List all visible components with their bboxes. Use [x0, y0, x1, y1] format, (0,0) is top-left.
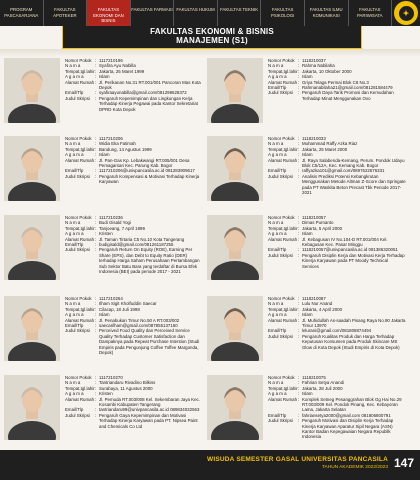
- field-value: Jakarta, 5 April 2000: [302, 225, 343, 231]
- field-value: Islam: [302, 74, 313, 80]
- field-value: Pengaruh Disiplin Kerja dan Motivasi Kerja Terhadap Kinerja Karyawan pada PT Moody Technical Services: [302, 252, 405, 269]
- nav-item[interactable]: FAKULTAS TEKNIK: [218, 0, 262, 26]
- field-separator: :: [298, 68, 300, 74]
- field-value: Jakarta, 4 April 2000: [302, 306, 343, 312]
- field-value: Syafira Ayu Nabilla: [99, 63, 136, 69]
- field-value: 1117210264: [99, 296, 123, 301]
- field-separator: :: [298, 79, 300, 85]
- field-separator: :: [95, 68, 97, 74]
- field-label: Nomor Pokok: [65, 136, 92, 141]
- field-value: tantriandaru99@univpancasila.ac.id 089834032563: [99, 407, 200, 413]
- field-label: A g a m a: [65, 74, 84, 80]
- field-label: Alamat Rumah: [65, 79, 95, 85]
- detail-row-alamat: [268, 397, 406, 413]
- field-separator: :: [95, 380, 97, 386]
- field-value: raffyazka101@gmail.com/0897622576331: [302, 168, 385, 174]
- field-label: Tempat,tgl.lahir: [268, 385, 298, 391]
- field-label: Judul Skripsi: [268, 252, 293, 258]
- field-value: fahriansetya2000@gmail.com 081806800791: [302, 412, 391, 418]
- graduate-photo: [207, 215, 263, 280]
- field-separator: :: [95, 225, 97, 231]
- field-separator: :: [95, 74, 97, 80]
- field-value: saecarilham@gmail.com/087855137160: [99, 323, 178, 329]
- field-value: Islam: [302, 391, 313, 397]
- field-label: Alamat Rumah: [268, 157, 298, 163]
- nav-item[interactable]: FAKULTAS FARMASI: [131, 0, 175, 26]
- field-value: 1118210057@univpancasila.ac.id 081386320051: [302, 247, 398, 253]
- nav-item[interactable]: FAKULTAS PARIWISATA: [349, 0, 393, 26]
- field-label: Nomor Pokok: [268, 136, 295, 141]
- detail-row-judul: [65, 247, 203, 274]
- field-separator: :: [95, 396, 97, 402]
- page-number: 147: [393, 456, 414, 470]
- field-label: Nomor Pokok: [65, 58, 92, 63]
- field-label: Alamat Rumah: [268, 236, 298, 242]
- field-label: N a m a: [268, 141, 284, 147]
- field-label: Tempat,tgl.lahir: [268, 306, 298, 312]
- field-value: 1118210087: [302, 296, 326, 301]
- field-label: A g a m a: [65, 312, 84, 318]
- field-value: Jl. Raya Salabenda-Kemang, Perum. Pondok Udayu Blok C5/12A, Kec. Kemang Kab. Bogor: [302, 157, 405, 169]
- field-label: A g a m a: [268, 391, 287, 397]
- nav-item[interactable]: PROGRAM PASCASARJANA: [0, 0, 44, 26]
- field-value: Tanjoeang, 7 April 1999: [99, 225, 145, 231]
- field-separator: :: [298, 391, 300, 397]
- field-label: N a m a: [268, 220, 284, 226]
- field-label: Alamat Rumah: [268, 396, 298, 402]
- detail-row-judul: [65, 174, 203, 185]
- field-value: lelurani@gmail.com/081808874494: [302, 328, 372, 334]
- field-value: Pengaruh Motivasi dan Disiplin Kerja Terhadap Kinerja Karyawan Aparatur Sipil Negara (ASN) Kantor Badan Kepegawaian Negara Republik Indonesia: [302, 418, 394, 440]
- field-label: Email/Tlp: [268, 85, 287, 91]
- footer-subtitle: TAHUN AKADEMIK 2022/2023: [321, 465, 388, 470]
- field-label: Nomor Pokok: [268, 215, 295, 220]
- field-value: Perceived Food Quality dan Perceived Service Quality Terhadap Customer Satisfaction dan Dampaknya pada Repeat Purchase Intention (Studi Empiris pada Pengunjung Coffee Toffee Margonda, Depok): [99, 328, 200, 356]
- field-label: Nomor Pokok: [268, 375, 295, 380]
- nav-item-active[interactable]: FAKULTAS EKONOMI DAN BISNIS: [87, 0, 131, 26]
- field-label: Tempat,tgl.lahir: [268, 225, 298, 231]
- field-value: Jl. Muhidullah As-saadah Pisang Raya No.90 Jakarta Timur 13970: [302, 317, 406, 329]
- field-value: Cilacap, 18 Juli 1998: [99, 306, 140, 312]
- field-separator: :: [298, 225, 300, 231]
- field-value: Kristen: [99, 231, 113, 237]
- field-value: Rahma Nabilaha: [302, 63, 335, 69]
- field-label: Judul Skripsi: [65, 173, 90, 179]
- field-value: Tantriandaru Rivadino Bilkiss: [99, 380, 156, 386]
- field-label: N a m a: [65, 63, 81, 69]
- detail-row-judul: [65, 96, 203, 112]
- field-label: Tempat,tgl.lahir: [65, 385, 95, 391]
- page-title: [62, 26, 362, 49]
- field-label: Tempat,tgl.lahir: [268, 68, 298, 74]
- field-separator: :: [95, 146, 97, 152]
- field-separator: :: [95, 236, 97, 242]
- field-value: Pengaruh Kepemimpinan dan Lingkungan Kerja Terhadap Kinerja Pegawai pada Kantor Sekretariat DPRD Kota Depok: [99, 95, 198, 112]
- graduate-details: [65, 136, 203, 185]
- field-separator: :: [298, 306, 300, 312]
- field-label: Tempat,tgl.lahir: [65, 146, 95, 152]
- graduate-details: [268, 375, 406, 440]
- field-label: A g a m a: [65, 391, 84, 397]
- field-value: Islam: [99, 74, 110, 80]
- field-value: 1117210196: [99, 58, 123, 63]
- field-label: A g a m a: [268, 312, 287, 318]
- nav-item[interactable]: FAKULTAS HUKUM: [174, 0, 218, 26]
- graduate-photo: [4, 215, 60, 280]
- detail-row-alamat: [65, 397, 203, 408]
- field-label: Email/Tlp: [268, 247, 287, 253]
- field-label: Judul Skripsi: [268, 90, 293, 96]
- field-label: Nomor Pokok: [65, 215, 92, 220]
- detail-row-alamat: [65, 158, 203, 169]
- field-value: Jl. Pan-Gas Kp. Lebakwangi RT.005/001 Desa Pemagarsari Kec. Parung Kab. Bogor: [99, 157, 190, 169]
- field-separator: :: [95, 317, 97, 323]
- field-value: Analisis Prediksi Potensi Kebangkrutan Menggunakan Metode Altman Z-Score dan Springate pada PT Waskita Beton Precast Tbk Periode 2017-2021: [302, 173, 406, 196]
- field-label: N a m a: [65, 301, 81, 307]
- field-label: Email/Tlp: [65, 323, 84, 329]
- title-line-2: MANAJEMEN (S1): [176, 35, 248, 45]
- field-label: Judul Skripsi: [65, 328, 90, 334]
- field-separator: :: [95, 301, 97, 307]
- field-value: Bandung, 14 Agustus 1999: [99, 146, 152, 152]
- field-separator: :: [95, 247, 97, 253]
- field-value: Ilham Sigit Kholfuddin Saecar: [99, 301, 157, 307]
- field-value: Islam: [99, 312, 110, 318]
- field-label: Email/Tlp: [65, 242, 84, 248]
- field-label: Tempat,tgl.lahir: [268, 146, 298, 152]
- field-separator: :: [95, 306, 97, 312]
- field-separator: :: [298, 385, 300, 391]
- nav-item[interactable]: FAKULTAS PSIKOLOGI: [261, 0, 305, 26]
- detail-row-alamat: [268, 318, 406, 329]
- field-separator: :: [298, 247, 300, 253]
- title-line-1: FAKULTAS EKONOMI & BISNIS: [150, 27, 274, 36]
- field-separator: :: [95, 152, 97, 158]
- field-separator: :: [298, 236, 300, 242]
- detail-row-alamat: [65, 80, 203, 91]
- graduate-details: [65, 215, 203, 274]
- field-label: Nomor Pokok: [268, 58, 295, 63]
- field-value: Islam: [302, 152, 313, 158]
- field-label: A g a m a: [268, 231, 287, 237]
- field-separator: :: [95, 173, 97, 179]
- graduate-details: [268, 58, 406, 101]
- field-separator: :: [298, 90, 300, 96]
- detail-row-judul: [268, 253, 406, 269]
- field-value: Jl. Taman Tirtaria C5 No.10 Kota Tangerang: [99, 236, 185, 242]
- field-label: Alamat Rumah: [65, 396, 95, 402]
- field-separator: :: [298, 317, 300, 323]
- faculty-nav: [0, 0, 420, 26]
- field-value: Rahmanabilaha21@gmail.com/081281584479: [302, 85, 393, 91]
- field-value: Jl. Pemuda RT.003/008 Kel. Sekembaran Jaya Kec. Kosambi Kabupaten Tangerang: [99, 396, 200, 408]
- field-separator: :: [298, 85, 300, 91]
- field-separator: :: [298, 141, 300, 147]
- field-value: Jakarta, 25 Maret 2000: [302, 146, 348, 152]
- field-separator: :: [298, 146, 300, 152]
- field-value: Kristen: [99, 391, 113, 397]
- graduate-details: [268, 136, 406, 195]
- field-value: Pengaruh Kompensasi & Motivasi Terhadap Kinerja Karyawan: [99, 173, 200, 185]
- detail-row-alamat: [268, 158, 406, 169]
- graduate-photo: [207, 136, 263, 201]
- field-value: Jakarta, 10 Oktober 2000: [302, 68, 352, 74]
- detail-row-judul: [268, 174, 406, 196]
- field-label: A g a m a: [65, 231, 84, 237]
- field-value: Fahrian Setya Anandi: [302, 380, 344, 386]
- field-separator: :: [298, 375, 300, 380]
- field-separator: :: [95, 136, 97, 141]
- field-label: Email/Tlp: [65, 407, 84, 413]
- field-value: Islam: [99, 152, 110, 158]
- graduate-details: [65, 296, 203, 355]
- field-label: N a m a: [268, 301, 284, 307]
- detail-row-judul: [65, 328, 203, 355]
- field-value: Widia Eka Fatimah: [99, 141, 136, 147]
- field-separator: :: [95, 141, 97, 147]
- field-label: Alamat Rumah: [268, 79, 298, 85]
- field-separator: :: [298, 252, 300, 258]
- field-label: Alamat Rumah: [268, 317, 298, 323]
- field-label: Tempat,tgl.lahir: [65, 225, 95, 231]
- field-label: Judul Skripsi: [65, 412, 90, 418]
- field-label: Tempat,tgl.lahir: [65, 68, 95, 74]
- field-value: Pengaruh Return On Equity (ROE), Earning Per Share (EPS), dan Debt to Equity Ratio (DER) terhadap Harga Saham Perusahaan Pertambangan Sub Sektor Batu Bara yang terdaftar di Bursa Efek Indonesia (BEI) pada periode 2017 - 2021: [99, 247, 200, 275]
- field-value: Islam: [302, 312, 313, 318]
- footer-title: WISUDA SEMESTER GASAL UNIVERSITAS PANCASILA: [207, 456, 388, 463]
- field-value: Pengaruh Kualitas Produk dan Harga Terhadap Keputusan Konsumen pada Produk Skincare MS Glow di Kota Depok (Studi Empiris di Kota Depok): [302, 333, 400, 350]
- field-separator: :: [298, 396, 300, 402]
- field-separator: :: [95, 58, 97, 63]
- graduate-photo: [4, 136, 60, 201]
- field-separator: :: [95, 391, 97, 397]
- graduate-photo: [207, 296, 263, 361]
- field-label: A g a m a: [268, 74, 287, 80]
- graduate-details: [268, 296, 406, 350]
- detail-row-judul: [268, 334, 406, 350]
- field-value: Jl. Penabukan Timur No.50 A RT.003/002: [99, 317, 180, 323]
- field-value: 1118210057: [302, 215, 326, 220]
- field-separator: :: [95, 168, 97, 174]
- field-label: Email/Tlp: [65, 168, 84, 174]
- field-separator: :: [298, 328, 300, 334]
- university-logo-icon: ✦: [394, 1, 418, 25]
- field-label: N a m a: [268, 63, 284, 69]
- field-label: Email/Tlp: [268, 168, 287, 174]
- field-value: Jakarta, 28 Juli 2000: [302, 385, 343, 391]
- field-label: Judul Skripsi: [268, 173, 293, 179]
- nav-item[interactable]: FAKULTAS APOTEKER: [44, 0, 88, 26]
- field-value: Pengaruh Gaya Kepemimpinan dan Motivasi Terhadap Kinerja Karyawan pada PT. Nipsea Paint and Chemicals Co Ltd: [99, 412, 198, 429]
- field-label: A g a m a: [65, 152, 84, 158]
- field-value: 1117210206: [99, 136, 123, 141]
- field-separator: :: [298, 168, 300, 174]
- field-label: N a m a: [268, 380, 284, 386]
- field-label: A g a m a: [268, 152, 287, 158]
- detail-row-judul: [268, 90, 406, 101]
- field-separator: :: [298, 380, 300, 386]
- field-label: N a m a: [65, 380, 81, 386]
- field-label: Alamat Rumah: [65, 236, 95, 242]
- field-separator: :: [95, 375, 97, 380]
- field-separator: :: [298, 157, 300, 163]
- field-separator: :: [298, 63, 300, 69]
- field-label: Alamat Rumah: [65, 157, 95, 163]
- field-label: Judul Skripsi: [65, 247, 90, 253]
- field-separator: :: [95, 323, 97, 329]
- graduate-photo: [4, 296, 60, 361]
- field-separator: :: [95, 385, 97, 391]
- field-value: Lulu Nur Anand: [302, 301, 333, 307]
- field-separator: :: [298, 215, 300, 220]
- field-separator: :: [298, 301, 300, 307]
- graduate-photo: [207, 375, 263, 440]
- detail-row-alamat: [268, 237, 406, 248]
- field-label: Judul Skripsi: [65, 95, 90, 101]
- field-separator: :: [298, 333, 300, 339]
- header-shadow: [0, 49, 420, 57]
- field-separator: :: [298, 231, 300, 237]
- field-value: Jakarta, 25 Maret 1999: [99, 68, 145, 74]
- field-separator: :: [95, 215, 97, 220]
- nav-item[interactable]: FAKULTAS ILMU KOMUNIKASI: [305, 0, 349, 26]
- field-separator: :: [298, 418, 300, 424]
- field-value: Muhammad Raffy Azka Riaz: [302, 141, 358, 147]
- field-label: Tempat,tgl.lahir: [65, 306, 95, 312]
- field-value: Jl. Perikanan No.31 RT.001/001 Pancoran Mas Kota Depok: [99, 79, 201, 91]
- field-separator: :: [95, 79, 97, 85]
- field-value: 1118210033: [302, 136, 326, 141]
- field-separator: :: [298, 220, 300, 226]
- field-separator: :: [298, 74, 300, 80]
- field-label: N a m a: [65, 141, 81, 147]
- field-separator: :: [298, 136, 300, 141]
- graduate-details: [65, 58, 203, 112]
- field-value: Pengaruh Daya Tarik Promosi dan Kemudahan Terhadap Minat Menggunakan Ovo: [302, 90, 394, 101]
- field-label: Judul Skripsi: [268, 333, 293, 339]
- field-separator: :: [298, 412, 300, 418]
- field-separator: :: [298, 152, 300, 158]
- field-separator: :: [298, 173, 300, 179]
- field-separator: :: [95, 296, 97, 301]
- field-value: budigisald@gmail.com/081261187255: [99, 242, 174, 248]
- field-value: Griya Telaga Permai Blok C8 No.3: [302, 79, 369, 85]
- graduate-photo: [4, 58, 60, 123]
- field-value: 1117210270: [99, 375, 123, 380]
- field-separator: :: [95, 63, 97, 69]
- field-separator: :: [298, 312, 300, 318]
- field-label: Nomor Pokok: [65, 296, 92, 301]
- field-separator: :: [298, 58, 300, 63]
- field-separator: :: [95, 220, 97, 226]
- field-value: Budi Gisald Yogi: [99, 220, 131, 226]
- field-value: 1117210206@univpancasila.ac.id 081283909617: [99, 168, 195, 174]
- field-separator: :: [95, 157, 97, 163]
- field-label: Judul Skripsi: [268, 418, 293, 424]
- footer: [0, 450, 420, 480]
- field-value: syafiraayunabilla@gmail.com/081298628372: [99, 90, 187, 96]
- field-label: Alamat Rumah: [65, 317, 95, 323]
- field-value: Dimas Purnanto: [302, 220, 334, 226]
- field-value: Komplek Setneg Pesanggrahan Blok Gg Hai No.29 RT.003/009 Kel. Pondok Pinang, Kec. Kebayoran Lama, Jakarta Selatan: [302, 396, 402, 413]
- field-separator: :: [298, 296, 300, 301]
- graduate-photo: [4, 375, 60, 440]
- field-value: Islam: [302, 231, 313, 237]
- field-label: Email/Tlp: [268, 412, 287, 418]
- graduate-photo: [207, 58, 263, 123]
- detail-row-judul: [268, 418, 406, 440]
- field-separator: :: [95, 231, 97, 237]
- field-value: 1118210037: [302, 58, 326, 63]
- graduate-details: [268, 215, 406, 269]
- field-label: Nomor Pokok: [268, 296, 295, 301]
- field-separator: :: [95, 407, 97, 413]
- graduate-details: [65, 375, 203, 429]
- field-separator: :: [95, 412, 97, 418]
- field-label: Email/Tlp: [268, 328, 287, 334]
- field-separator: :: [95, 95, 97, 101]
- field-separator: :: [95, 328, 97, 334]
- field-separator: :: [95, 312, 97, 318]
- field-separator: :: [95, 90, 97, 96]
- detail-row-judul: [65, 413, 203, 429]
- field-value: Jl. Kebagusan IV No.104-D RT.001/004 Kel. Kebagusan Kec. Pasar Minggu: [302, 236, 388, 248]
- field-label: Email/Tlp: [65, 90, 84, 96]
- field-value: 1118210075: [302, 375, 326, 380]
- field-separator: :: [95, 242, 97, 248]
- field-label: Nomor Pokok: [65, 375, 92, 380]
- field-label: N a m a: [65, 220, 81, 226]
- field-value: 1117210236: [99, 215, 123, 220]
- field-value: Surabaya, 11 Agustus 2000: [99, 385, 153, 391]
